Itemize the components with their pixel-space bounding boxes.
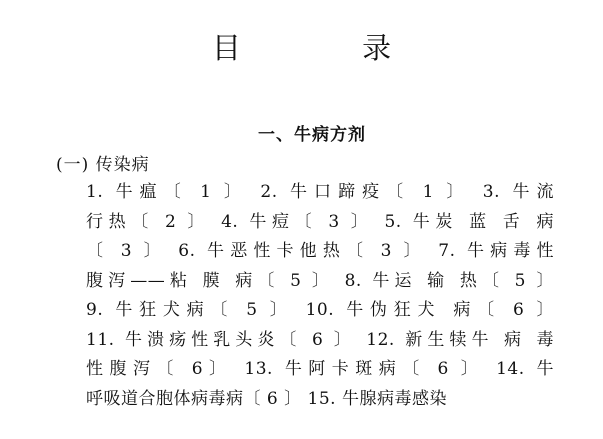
subsection-heading: (一) 传染病	[56, 155, 150, 175]
toc-line: 1. 牛瘟〔 1 〕 2. 牛口蹄疫〔 1 〕 3. 牛流	[86, 182, 554, 202]
toc-line: 呼吸道合胞体病毒病〔 6 〕 15. 牛腺病毒感染	[86, 388, 447, 409]
toc-line: 11. 牛溃疡性乳头炎〔 6 〕 12. 新生犊牛 病 毒	[86, 329, 554, 350]
toc-line: 性腹泻〔 6〕 13. 牛阿卡斑病〔 6 〕 14. 牛	[86, 359, 554, 379]
toc-line: 行热〔 2 〕 4. 牛痘〔 3 〕 5. 牛炭 蓝 舌 病	[86, 211, 554, 232]
toc-line: 腹泻——粘 膜 病〔 5 〕 8. 牛运 输 热〔 5 〕	[86, 270, 554, 291]
toc-entries	[86, 178, 554, 414]
section-heading: 一、牛病方剂	[258, 125, 366, 145]
toc-line: 9. 牛狂犬病〔 5 〕 10. 牛伪狂犬 病〔 6 〕	[86, 300, 554, 320]
page-title: 目 录	[211, 31, 448, 65]
toc-line: 〔 3 〕 6. 牛恶性卡他热〔 3 〕 7. 牛病毒性	[86, 241, 554, 261]
